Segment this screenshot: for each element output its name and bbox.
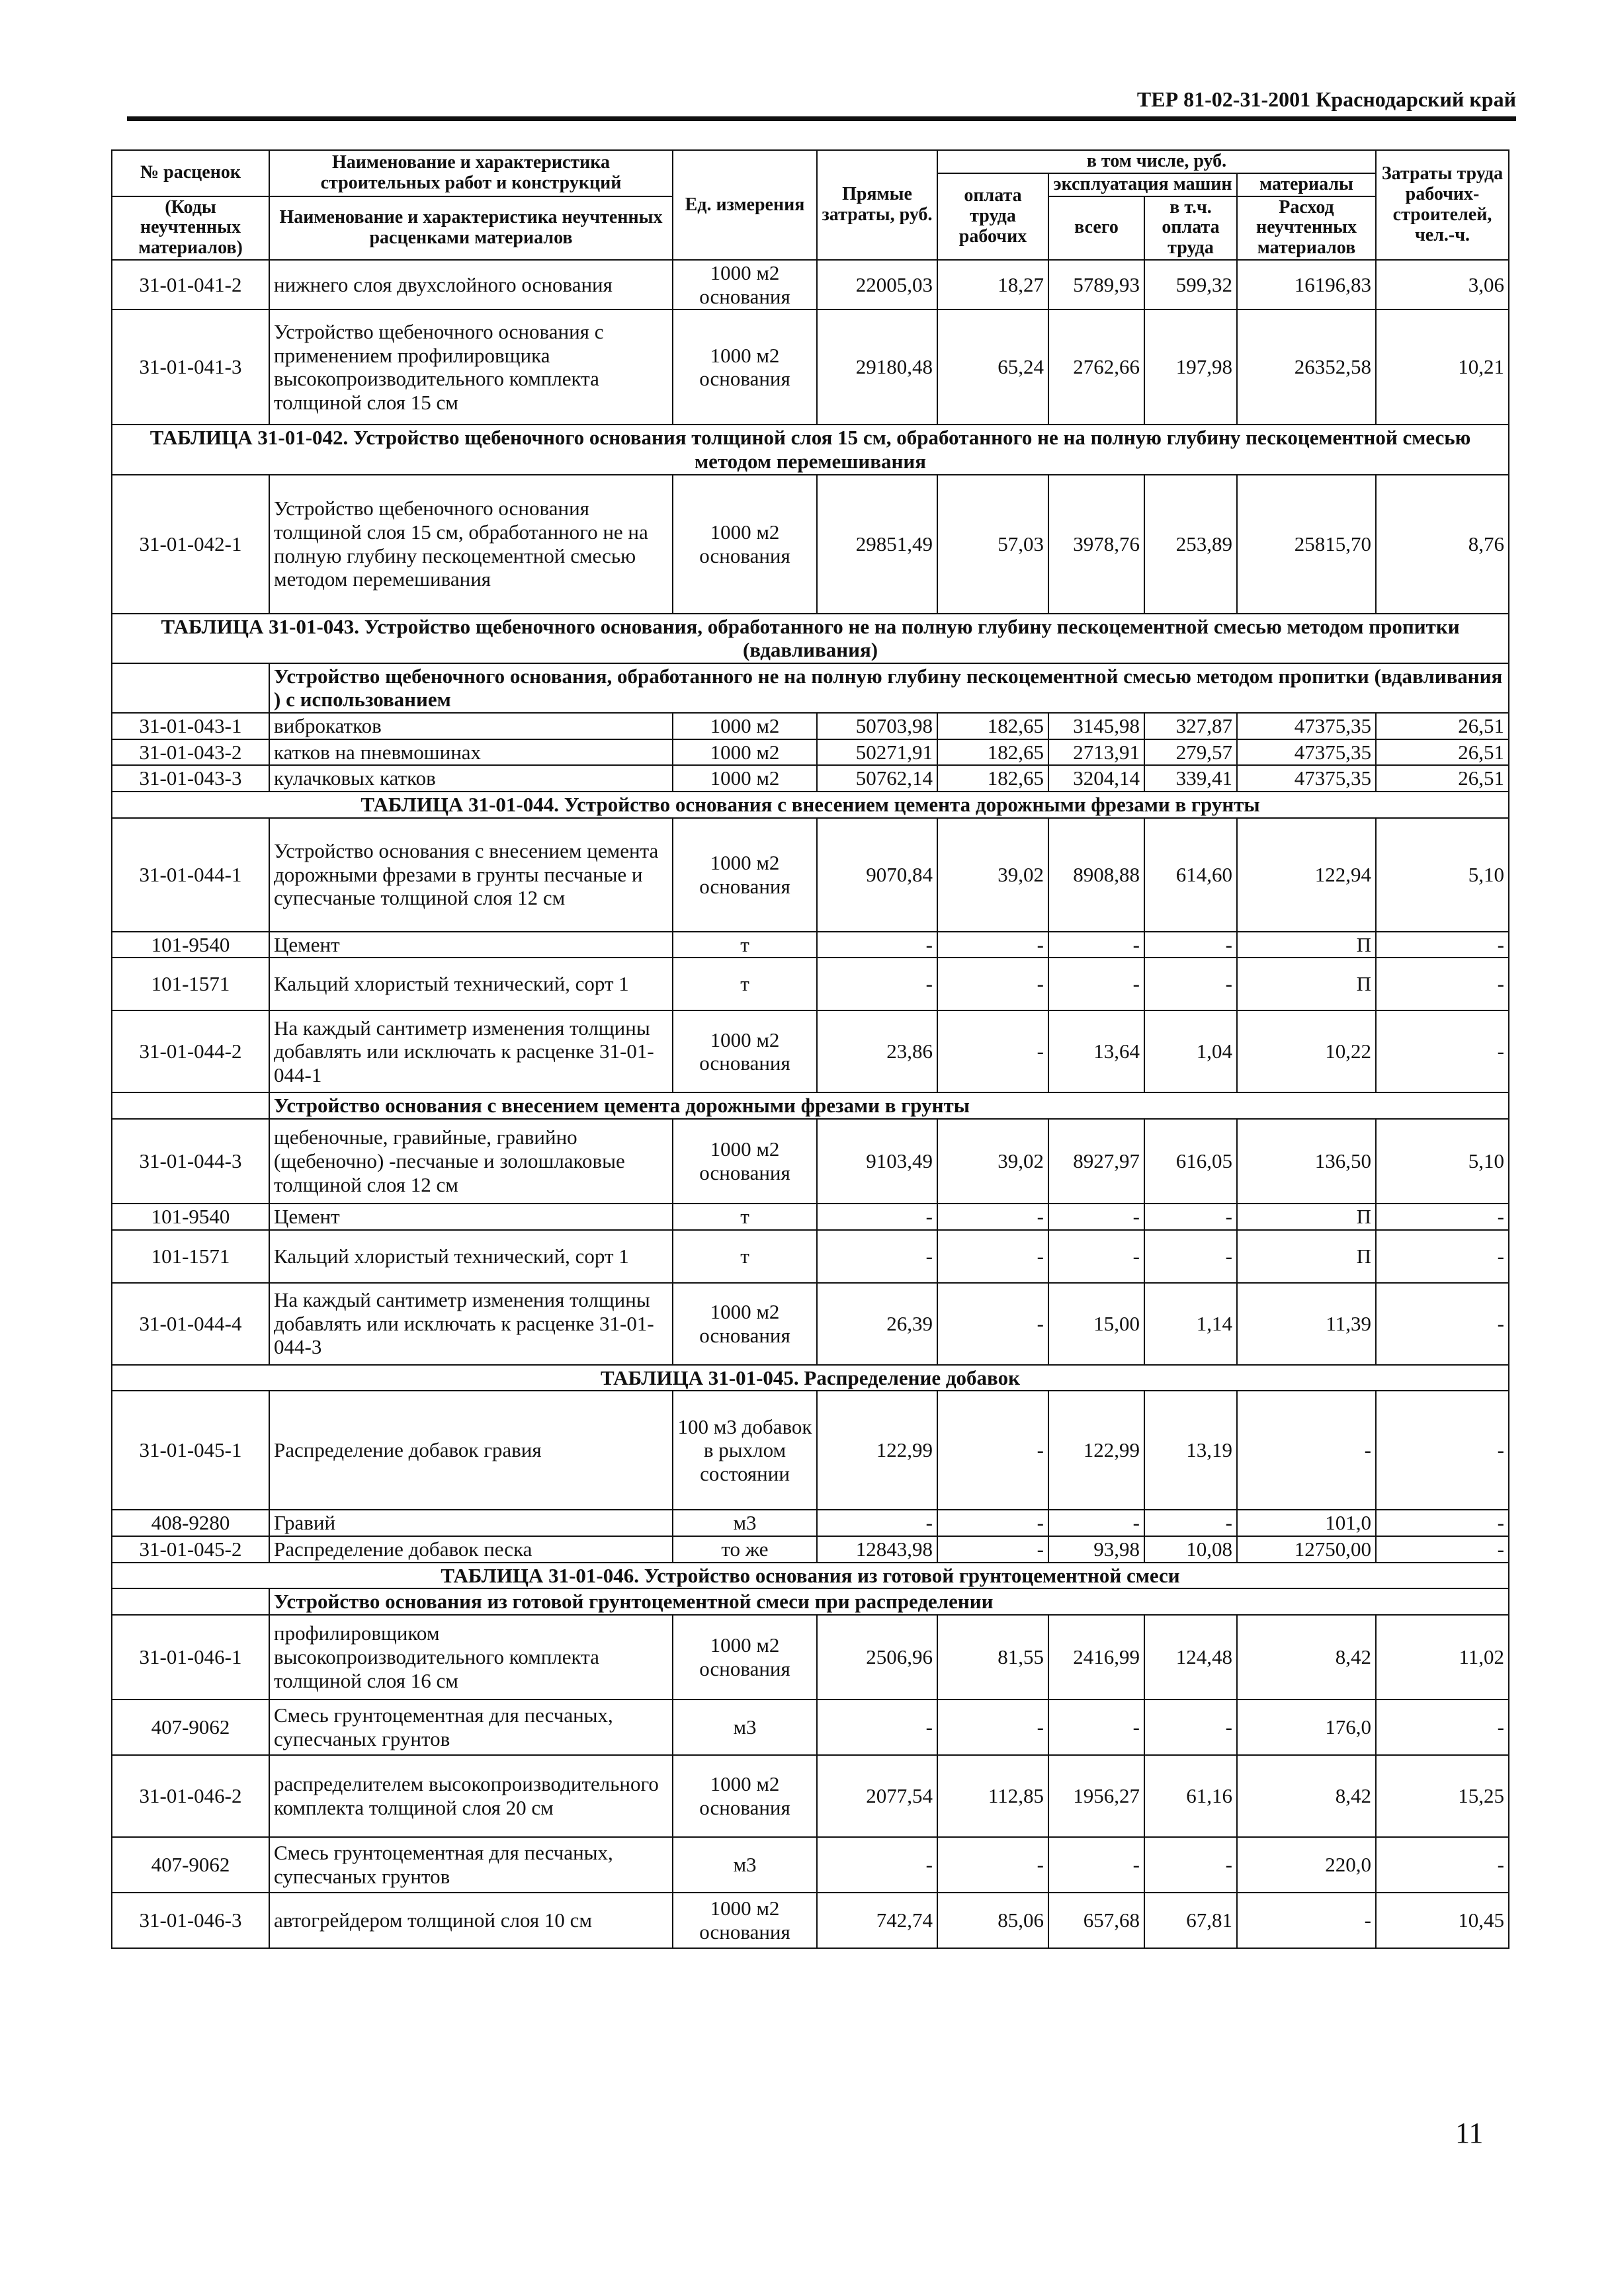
- rate-mach: 15,00: [1048, 1283, 1144, 1365]
- col-direct: Прямые затраты, руб.: [817, 150, 937, 260]
- rate-pay: -: [937, 1283, 1048, 1365]
- material-name: Смесь грунтоцементная для песчаных, супесчаных грунтов: [269, 1837, 673, 1893]
- rate-direct: -: [817, 1204, 937, 1230]
- rates-table: [111, 149, 1509, 1949]
- rate-name: На каждый сантиметр изменения толщины добавлять или исключать к расценке 31-01-044-1: [269, 1010, 673, 1092]
- rate-labor: -: [1376, 1204, 1509, 1230]
- rate-unit: 1000 м2: [673, 765, 817, 792]
- rate-mach: 3978,76: [1048, 475, 1144, 614]
- col-machines-labor: в т.ч. оплата труда: [1144, 196, 1237, 260]
- rate-mat: 11,39: [1237, 1283, 1376, 1365]
- rate-mat: 8,42: [1237, 1615, 1376, 1700]
- rate-mat: 10,22: [1237, 1010, 1376, 1092]
- rate-code: 31-01-042-1: [112, 475, 269, 614]
- table-row: [112, 1230, 1509, 1283]
- rate-pay: 65,24: [937, 309, 1048, 425]
- rate-mach: -: [1048, 1837, 1144, 1893]
- rate-name: Распределение добавок гравия: [269, 1391, 673, 1510]
- rate-labor: -: [1376, 1010, 1509, 1092]
- rate-mach: 13,64: [1048, 1010, 1144, 1092]
- material-name: Смесь грунтоцементная для песчаных, супесчаных грунтов: [269, 1700, 673, 1755]
- rate-mach: 3145,98: [1048, 713, 1144, 739]
- rate-unit: 1000 м2 основания: [673, 1010, 817, 1092]
- rate-name: катков на пневмошинах: [269, 739, 673, 766]
- rate-code: 31-01-041-3: [112, 309, 269, 425]
- empty-cell: [112, 663, 269, 713]
- col-num-top: № расценок: [112, 150, 269, 196]
- rate-direct: -: [817, 932, 937, 958]
- rate-name: профилировщиком высокопроизводительного комплекта толщиной слоя 16 см: [269, 1615, 673, 1700]
- rate-name: Распределение добавок песка: [269, 1536, 673, 1563]
- rate-labor: 5,10: [1376, 1119, 1509, 1204]
- rate-unit: 1000 м2 основания: [673, 260, 817, 309]
- rate-labor: 26,51: [1376, 713, 1509, 739]
- rate-code: 31-01-044-4: [112, 1283, 269, 1365]
- rate-mach: 2762,66: [1048, 309, 1144, 425]
- rate-pay: -: [937, 1700, 1048, 1755]
- rate-mach-pay: 253,89: [1144, 475, 1237, 614]
- material-code: 407-9062: [112, 1837, 269, 1893]
- rate-direct: 22005,03: [817, 260, 937, 309]
- rate-mach: 2713,91: [1048, 739, 1144, 766]
- rate-mach-pay: 279,57: [1144, 739, 1237, 766]
- rate-unit: м3: [673, 1700, 817, 1755]
- section-title-row: [112, 614, 1509, 663]
- section-title-row: [112, 425, 1509, 474]
- rate-mach-pay: 67,81: [1144, 1893, 1237, 1948]
- rate-mach-pay: -: [1144, 1510, 1237, 1536]
- rate-labor: 10,21: [1376, 309, 1509, 425]
- empty-cell: [112, 1092, 269, 1119]
- rate-mach-pay: 1,04: [1144, 1010, 1237, 1092]
- rate-name: распределителем высокопроизводительного комплекта толщиной слоя 20 см: [269, 1755, 673, 1837]
- table-row: [112, 1010, 1509, 1092]
- rate-mach-pay: -: [1144, 932, 1237, 958]
- rate-unit: 1000 м2 основания: [673, 1119, 817, 1204]
- rate-mach-pay: -: [1144, 1837, 1237, 1893]
- rate-unit: то же: [673, 1536, 817, 1563]
- header-rule: [127, 116, 1516, 121]
- rate-mach-pay: 339,41: [1144, 765, 1237, 792]
- rate-name: автогрейдером толщиной слоя 10 см: [269, 1893, 673, 1948]
- material-name: Кальций хлористый технический, сорт 1: [269, 958, 673, 1010]
- rate-labor: 10,45: [1376, 1893, 1509, 1948]
- material-name: Кальций хлористый технический, сорт 1: [269, 1230, 673, 1283]
- table-row: [112, 1700, 1509, 1755]
- rate-pay: -: [937, 1391, 1048, 1510]
- col-num-bottom: (Коды неучтенных материалов): [112, 196, 269, 260]
- rate-mach-pay: 197,98: [1144, 309, 1237, 425]
- rate-pay: -: [937, 1510, 1048, 1536]
- document-header: ТЕР 81-02-31-2001 Краснодарский край: [1136, 87, 1516, 111]
- rate-code: 31-01-044-1: [112, 818, 269, 932]
- rate-direct: 12843,98: [817, 1536, 937, 1563]
- rate-pay: 85,06: [937, 1893, 1048, 1948]
- subsection-title: Устройство щебеночного основания, обработанного не на полную глубину пескоцементной смесью методом пропитки (вдавливания ) с использованием: [269, 663, 1509, 713]
- rate-mat: 16196,83: [1237, 260, 1376, 309]
- rate-labor: -: [1376, 1536, 1509, 1563]
- rate-pay: -: [937, 1536, 1048, 1563]
- rate-mach-pay: 124,48: [1144, 1615, 1237, 1700]
- rate-mach: 657,68: [1048, 1893, 1144, 1948]
- material-code: 101-9540: [112, 932, 269, 958]
- rate-mach-pay: 13,19: [1144, 1391, 1237, 1510]
- rate-mat: 8,42: [1237, 1755, 1376, 1837]
- rate-mach: 2416,99: [1048, 1615, 1144, 1700]
- rate-pay: -: [937, 1230, 1048, 1283]
- rate-mat: 101,0: [1237, 1510, 1376, 1536]
- table-row: [112, 713, 1509, 739]
- rate-direct: -: [817, 1510, 937, 1536]
- subsection-row: [112, 663, 1509, 713]
- rate-name: Устройство щебеночного основания толщиной слоя 15 см, обработанного не на полную глубину пескоцементной смесью методом перемешивания: [269, 475, 673, 614]
- rate-mat: 26352,58: [1237, 309, 1376, 425]
- table-row: [112, 475, 1509, 614]
- subsection-row: [112, 1092, 1509, 1119]
- rate-labor: 11,02: [1376, 1615, 1509, 1700]
- rate-mach: 8908,88: [1048, 818, 1144, 932]
- rate-labor: 5,10: [1376, 818, 1509, 932]
- section-title-row: [112, 792, 1509, 818]
- col-materials-cons: Расход неучтенных материалов: [1237, 196, 1376, 260]
- rate-direct: 2506,96: [817, 1615, 937, 1700]
- table-row: [112, 260, 1509, 309]
- section-title-row: [112, 1563, 1509, 1589]
- rate-mach-pay: 327,87: [1144, 713, 1237, 739]
- rate-mat: П: [1237, 1204, 1376, 1230]
- rate-pay: -: [937, 1837, 1048, 1893]
- rate-mat: 25815,70: [1237, 475, 1376, 614]
- material-code: 101-1571: [112, 1230, 269, 1283]
- rate-pay: 182,65: [937, 713, 1048, 739]
- rate-name: Устройство основания с внесением цемента дорожными фрезами в грунты песчаные и супесчаные толщиной слоя 12 см: [269, 818, 673, 932]
- rate-direct: 26,39: [817, 1283, 937, 1365]
- section-title: ТАБЛИЦА 31-01-042. Устройство щебеночного основания толщиной слоя 15 см, обработанного не на полную глубину пескоцементной смесью методом перемешивания: [112, 425, 1509, 474]
- rate-labor: 15,25: [1376, 1755, 1509, 1837]
- rate-direct: 50703,98: [817, 713, 937, 739]
- table-row: [112, 1204, 1509, 1230]
- rate-code: 31-01-046-2: [112, 1755, 269, 1837]
- rate-direct: 23,86: [817, 1010, 937, 1092]
- table-row: [112, 1119, 1509, 1204]
- rate-mat: 47375,35: [1237, 739, 1376, 766]
- section-title: ТАБЛИЦА 31-01-046. Устройство основания из готовой грунтоцементной смеси: [112, 1563, 1509, 1589]
- rate-labor: -: [1376, 1510, 1509, 1536]
- rate-direct: 2077,54: [817, 1755, 937, 1837]
- rate-unit: 1000 м2: [673, 713, 817, 739]
- table-row: [112, 1755, 1509, 1837]
- table-row: [112, 1536, 1509, 1563]
- col-name-top: Наименование и характеристика строительных работ и конструкций: [269, 150, 673, 196]
- rate-labor: -: [1376, 1837, 1509, 1893]
- table-row: [112, 932, 1509, 958]
- rate-mach: 1956,27: [1048, 1755, 1144, 1837]
- rate-pay: 81,55: [937, 1615, 1048, 1700]
- rate-direct: -: [817, 958, 937, 1010]
- rate-code: 31-01-044-3: [112, 1119, 269, 1204]
- rate-name: Устройство щебеночного основания с применением профилировщика высокопроизводительного комплекта толщиной слоя 15 см: [269, 309, 673, 425]
- rate-mach: 3204,14: [1048, 765, 1144, 792]
- rate-mat: П: [1237, 932, 1376, 958]
- col-labor-pay: оплата труда рабочих: [937, 173, 1048, 260]
- rate-code: 31-01-043-2: [112, 739, 269, 766]
- rate-mach-pay: 1,14: [1144, 1283, 1237, 1365]
- rate-labor: -: [1376, 932, 1509, 958]
- rate-mat: -: [1237, 1893, 1376, 1948]
- rate-mach-pay: 614,60: [1144, 818, 1237, 932]
- rate-mach-pay: 599,32: [1144, 260, 1237, 309]
- rate-labor: -: [1376, 1391, 1509, 1510]
- section-title-row: [112, 1365, 1509, 1391]
- rate-direct: 29180,48: [817, 309, 937, 425]
- rate-mach-pay: -: [1144, 1204, 1237, 1230]
- rate-mat: -: [1237, 1391, 1376, 1510]
- rate-mach-pay: 10,08: [1144, 1536, 1237, 1563]
- rate-code: 31-01-046-3: [112, 1893, 269, 1948]
- material-code: 101-9540: [112, 1204, 269, 1230]
- rate-mach-pay: 616,05: [1144, 1119, 1237, 1204]
- material-name: Гравий: [269, 1510, 673, 1536]
- rate-unit: 1000 м2 основания: [673, 1755, 817, 1837]
- header-row-1: [112, 150, 1509, 173]
- rate-mat: 136,50: [1237, 1119, 1376, 1204]
- rate-name: виброкатков: [269, 713, 673, 739]
- rate-code: 31-01-044-2: [112, 1010, 269, 1092]
- rate-mat: П: [1237, 958, 1376, 1010]
- table-row: [112, 1837, 1509, 1893]
- rate-pay: -: [937, 1204, 1048, 1230]
- rate-code: 31-01-046-1: [112, 1615, 269, 1700]
- rate-name: На каждый сантиметр изменения толщины добавлять или исключать к расценке 31-01-044-3: [269, 1283, 673, 1365]
- section-title: ТАБЛИЦА 31-01-043. Устройство щебеночного основания, обработанного не на полную глубину пескоцементной смесью методом пропитки (вдавливания): [112, 614, 1509, 663]
- rate-unit: т: [673, 1230, 817, 1283]
- table-row: [112, 1510, 1509, 1536]
- rate-mach: -: [1048, 932, 1144, 958]
- rate-mach: -: [1048, 1510, 1144, 1536]
- rate-mat: 220,0: [1237, 1837, 1376, 1893]
- rate-direct: 742,74: [817, 1893, 937, 1948]
- rate-pay: 182,65: [937, 739, 1048, 766]
- rate-unit: 1000 м2: [673, 739, 817, 766]
- rate-unit: м3: [673, 1510, 817, 1536]
- rate-name: нижнего слоя двухслойного основания: [269, 260, 673, 309]
- subsection-title: Устройство основания с внесением цемента дорожными фрезами в грунты: [269, 1092, 1509, 1119]
- rate-direct: 50762,14: [817, 765, 937, 792]
- rate-unit: 1000 м2 основания: [673, 1615, 817, 1700]
- page-number: 11: [1455, 2117, 1484, 2149]
- table-row: [112, 739, 1509, 766]
- rate-direct: 29851,49: [817, 475, 937, 614]
- rate-code: 31-01-043-1: [112, 713, 269, 739]
- section-title: ТАБЛИЦА 31-01-045. Распределение добавок: [112, 1365, 1509, 1391]
- rate-mach-pay: -: [1144, 1230, 1237, 1283]
- rate-name: щебеночные, гравийные, гравийно (щебеночно) -песчаные и золошлаковые толщиной слоя 12 см: [269, 1119, 673, 1204]
- rate-pay: 39,02: [937, 1119, 1048, 1204]
- rate-mat: 176,0: [1237, 1700, 1376, 1755]
- col-machines-total: всего: [1048, 196, 1144, 260]
- rate-direct: -: [817, 1837, 937, 1893]
- material-code: 101-1571: [112, 958, 269, 1010]
- material-name: Цемент: [269, 932, 673, 958]
- material-code: 408-9280: [112, 1510, 269, 1536]
- rate-code: 31-01-041-2: [112, 260, 269, 309]
- rate-labor: 26,51: [1376, 765, 1509, 792]
- rate-labor: -: [1376, 1700, 1509, 1755]
- rate-labor: -: [1376, 1230, 1509, 1283]
- table-row: [112, 818, 1509, 932]
- table-row: [112, 1391, 1509, 1510]
- rate-unit: 100 м3 добавок в рыхлом состоянии: [673, 1391, 817, 1510]
- rate-mat: П: [1237, 1230, 1376, 1283]
- rate-labor: 8,76: [1376, 475, 1509, 614]
- rate-unit: т: [673, 1204, 817, 1230]
- rate-unit: 1000 м2 основания: [673, 1893, 817, 1948]
- rate-mat: 47375,35: [1237, 765, 1376, 792]
- rate-code: 31-01-043-3: [112, 765, 269, 792]
- empty-cell: [112, 1588, 269, 1615]
- rate-direct: -: [817, 1230, 937, 1283]
- subsection-row: [112, 1588, 1509, 1615]
- rate-labor: -: [1376, 1283, 1509, 1365]
- rate-mach: 5789,93: [1048, 260, 1144, 309]
- col-materials: материалы: [1237, 173, 1376, 196]
- rate-direct: 50271,91: [817, 739, 937, 766]
- rate-pay: -: [937, 1010, 1048, 1092]
- rate-mach: -: [1048, 1204, 1144, 1230]
- rate-direct: 122,99: [817, 1391, 937, 1510]
- rate-pay: -: [937, 958, 1048, 1010]
- col-name-bottom: Наименование и характеристика неучтенных расценками материалов: [269, 196, 673, 260]
- rate-mach: -: [1048, 958, 1144, 1010]
- rate-unit: 1000 м2 основания: [673, 309, 817, 425]
- rate-pay: -: [937, 932, 1048, 958]
- table-row: [112, 1283, 1509, 1365]
- rate-labor: 26,51: [1376, 739, 1509, 766]
- col-labor-cost: Затраты труда рабочих-строителей, чел.-ч.: [1376, 150, 1509, 260]
- rate-mach: -: [1048, 1230, 1144, 1283]
- rate-unit: 1000 м2 основания: [673, 818, 817, 932]
- rate-unit: 1000 м2 основания: [673, 475, 817, 614]
- rate-unit: т: [673, 958, 817, 1010]
- rate-pay: 57,03: [937, 475, 1048, 614]
- rate-pay: 112,85: [937, 1755, 1048, 1837]
- section-title: ТАБЛИЦА 31-01-044. Устройство основания с внесением цемента дорожными фрезами в грунты: [112, 792, 1509, 818]
- rate-mach: 8927,97: [1048, 1119, 1144, 1204]
- table-row: [112, 1893, 1509, 1948]
- table-row: [112, 765, 1509, 792]
- rate-mach-pay: 61,16: [1144, 1755, 1237, 1837]
- rate-code: 31-01-045-2: [112, 1536, 269, 1563]
- table-row: [112, 309, 1509, 425]
- rate-mach: -: [1048, 1700, 1144, 1755]
- rate-pay: 182,65: [937, 765, 1048, 792]
- rate-mach-pay: -: [1144, 1700, 1237, 1755]
- rate-pay: 18,27: [937, 260, 1048, 309]
- col-unit: Ед. измерения: [673, 150, 817, 260]
- rate-name: кулачковых катков: [269, 765, 673, 792]
- rate-unit: м3: [673, 1837, 817, 1893]
- rate-mach: 122,99: [1048, 1391, 1144, 1510]
- rate-unit: т: [673, 932, 817, 958]
- rate-direct: -: [817, 1700, 937, 1755]
- rate-code: 31-01-045-1: [112, 1391, 269, 1510]
- rate-mat: 47375,35: [1237, 713, 1376, 739]
- rate-mach-pay: -: [1144, 958, 1237, 1010]
- table-row: [112, 958, 1509, 1010]
- rate-direct: 9070,84: [817, 818, 937, 932]
- rate-mach: 93,98: [1048, 1536, 1144, 1563]
- col-machines: эксплуатация машин: [1048, 173, 1237, 196]
- col-incl: в том числе, руб.: [937, 150, 1376, 173]
- subsection-title: Устройство основания из готовой грунтоцементной смеси при распределении: [269, 1588, 1509, 1615]
- rate-mat: 122,94: [1237, 818, 1376, 932]
- rate-labor: -: [1376, 958, 1509, 1010]
- rate-direct: 9103,49: [817, 1119, 937, 1204]
- material-code: 407-9062: [112, 1700, 269, 1755]
- rate-labor: 3,06: [1376, 260, 1509, 309]
- rate-mat: 12750,00: [1237, 1536, 1376, 1563]
- material-name: Цемент: [269, 1204, 673, 1230]
- table-row: [112, 1615, 1509, 1700]
- rate-unit: 1000 м2 основания: [673, 1283, 817, 1365]
- rate-pay: 39,02: [937, 818, 1048, 932]
